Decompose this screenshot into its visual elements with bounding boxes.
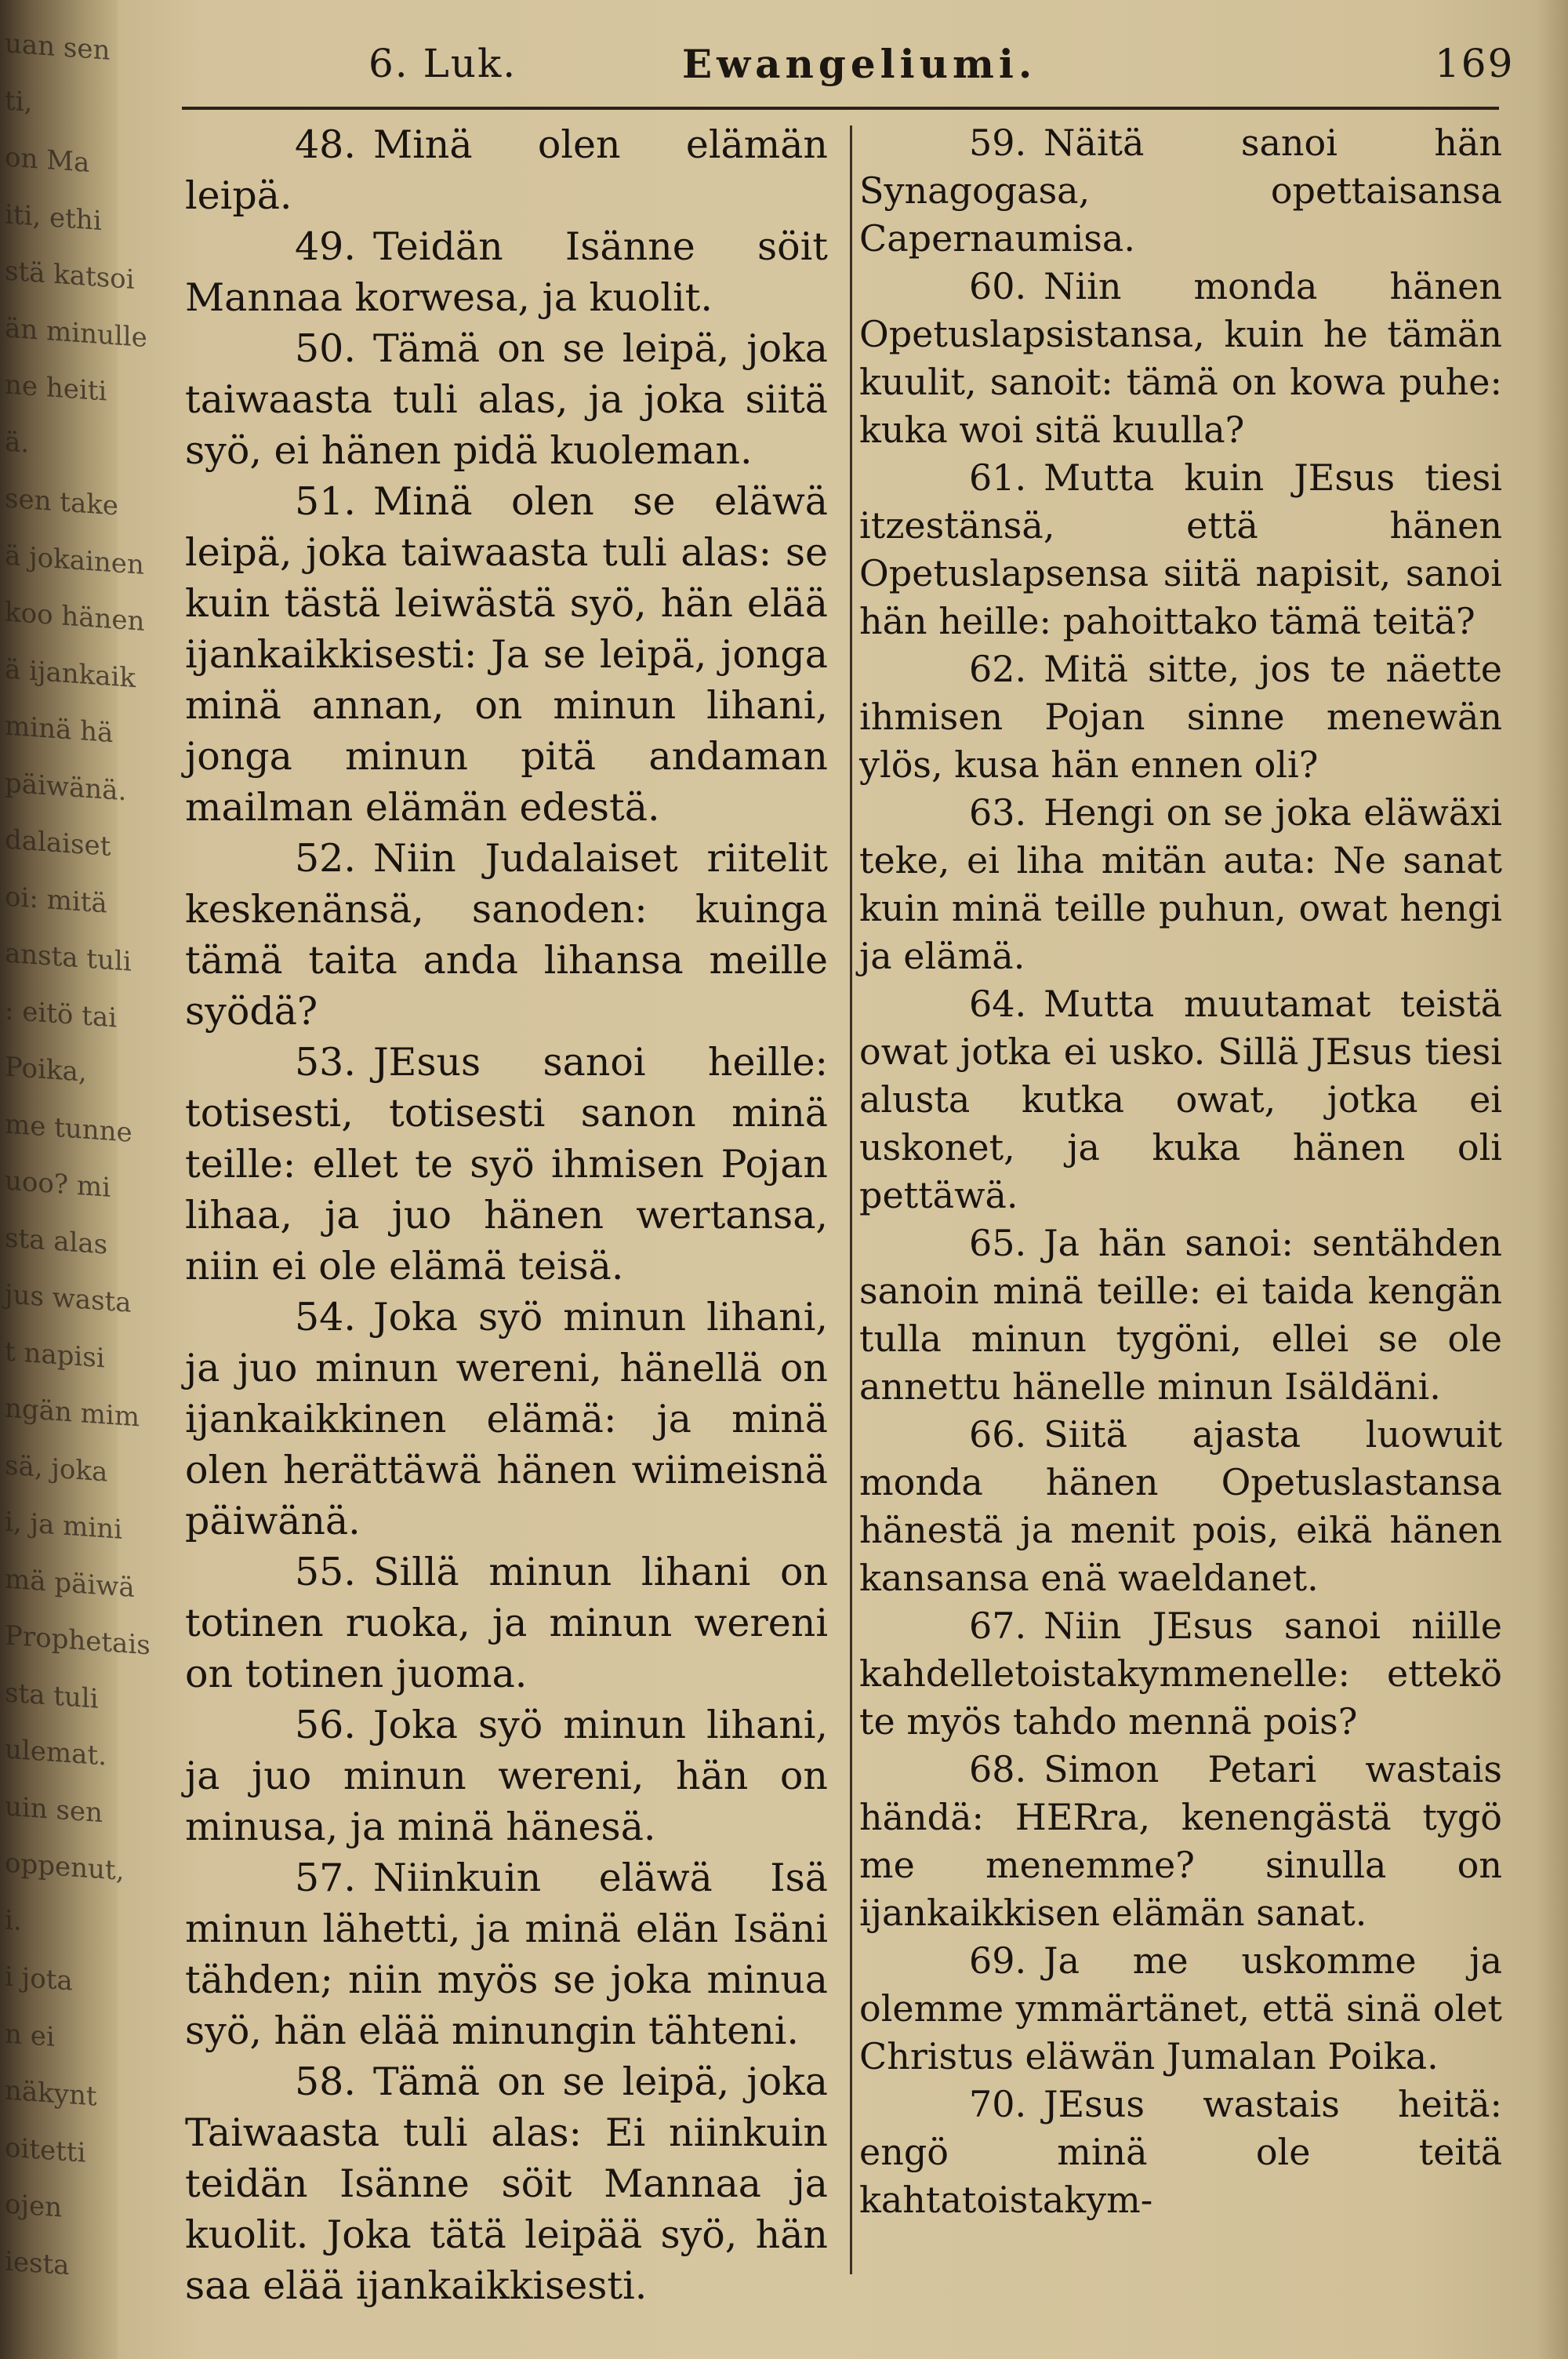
page-header — [180, 41, 1515, 104]
verse-number: 53. — [295, 1040, 356, 1085]
verse — [185, 1037, 828, 1292]
verse — [185, 833, 828, 1037]
verse-text: Siitä ajasta luowuit monda hänen Opetuslastansa hänestä ja menit pois, eikä hänen kansansa enä waeldanet. — [859, 1413, 1502, 1599]
verse-text: Niin JEsus sanoi niille kahdelletoistakymmenelle: ettekö te myös tahdo mennä pois? — [859, 1605, 1502, 1743]
facing-page-fragment: ä ijankaik — [5, 652, 136, 694]
verse-text: Ja hän sanoi: sentähden sanoin minä teille: ei taida kengän tulla minun tygöni, ellei se ole annettu hänelle minun Isäldäni. — [859, 1222, 1502, 1408]
verse-text: Joka syö minun lihani, ja juo minun wereni, hän on minusa, ja minä hänesä. — [185, 1703, 828, 1849]
verse-text: Näitä sanoi hän Synagogasa, opettaisansa Capernaumisa. — [859, 122, 1502, 260]
verse-text: Mutta kuin JEsus tiesi itzestänsä, että hänen Opetuslapsensa siitä napisit, sanoi hän heille: pahoittako tämä teitä? — [859, 456, 1502, 642]
verse-text: Tämä on se leipä, joka Taiwaasta tuli alas: Ei niinkuin teidän Isänne söit Mannaa ja kuolit. Joka tätä leipää syö, hän saa elää ijankaikkisesti. — [185, 2059, 828, 2308]
verse — [185, 1699, 828, 1852]
verse-number: 64. — [969, 983, 1027, 1025]
verse — [859, 454, 1502, 645]
verse — [185, 1852, 828, 2056]
verse — [859, 1219, 1502, 1411]
facing-page-fragment: n ei — [5, 2017, 55, 2053]
right-column — [859, 119, 1502, 2224]
verse — [859, 1411, 1502, 1602]
verse-number: 67. — [969, 1605, 1027, 1647]
verse — [859, 1602, 1502, 1746]
verse — [185, 1292, 828, 1547]
facing-page-fragment: iesta — [5, 2245, 70, 2281]
facing-page-fragment: i, ja mini — [5, 1506, 122, 1546]
verse — [859, 789, 1502, 980]
verse — [859, 119, 1502, 263]
book-title: Ewangeliumi. — [682, 41, 1037, 87]
verse-number: 59. — [969, 122, 1027, 164]
verse-number: 57. — [295, 1856, 356, 1900]
verse — [185, 323, 828, 476]
verse-text: Ja me uskomme ja olemme ymmärtänet, että sinä olet Christus eläwän Jumalan Poika. — [859, 1939, 1502, 2077]
verse-number: 54. — [295, 1295, 356, 1339]
verse — [185, 1547, 828, 1699]
facing-page-fragment: oitetti — [5, 2131, 86, 2169]
facing-page-fragment: ä jokainen — [5, 539, 144, 581]
verse-text: JEsus sanoi heille: totisesti, totisesti sanon minä teille: ellet te syö ihmisen Pojan lihaa, ja juo hänen wertansa, niin ei ole elämä teisä. — [185, 1040, 828, 1289]
facing-page-fragment: koo hänen — [5, 596, 145, 638]
facing-page-fragment: i. — [5, 1903, 22, 1937]
verse-number: 52. — [295, 836, 356, 881]
verse-text: Minä olen elämän leipä. — [185, 122, 828, 218]
verse — [859, 645, 1502, 789]
verse-number: 68. — [969, 1748, 1027, 1790]
verse — [185, 221, 828, 323]
facing-page-fragment: ansta tuli — [5, 937, 132, 978]
verse-number: 62. — [969, 648, 1027, 690]
facing-page-fragment: Poika, — [5, 1051, 87, 1089]
facing-page-fragment: stä katsoi — [5, 255, 135, 296]
verse-text: Minä olen se eläwä leipä, joka taiwaasta tuli alas: se kuin tästä leiwästä syö, hän elää ijankaikkisesti: Ja se leipä, jonga minä annan, on minun lihani, jonga minun pitä andaman mailman elämän edestä. — [185, 479, 828, 830]
facing-page-fragment: ojen — [5, 2188, 63, 2224]
facing-page-fragment: on Ma — [5, 141, 90, 180]
verse-number: 49. — [295, 224, 356, 269]
verse-number: 50. — [295, 326, 356, 371]
facing-page-fragment: sta tuli — [5, 1676, 99, 1715]
facing-page-fragment: sä, joka — [5, 1448, 108, 1488]
facing-page-fragment: päiwänä. — [5, 766, 127, 807]
verse — [859, 2081, 1502, 2224]
facing-page-fragment: sta alas — [5, 1221, 108, 1261]
facing-page-fragment: ä. — [5, 425, 30, 460]
facing-page-fragment: t napisi — [5, 1335, 105, 1374]
facing-page-fragment: minä hä — [5, 710, 114, 750]
verse-number: 55. — [295, 1550, 356, 1594]
verse-number: 65. — [969, 1222, 1027, 1264]
verse-text: Mitä sitte, jos te näette ihmisen Pojan sinne menewän ylös, kusa hän ennen oli? — [859, 648, 1502, 786]
facing-page-fragment: sen take — [5, 482, 118, 522]
verse-text: Sillä minun lihani on totinen ruoka, ja minun wereni on totinen juoma. — [185, 1550, 828, 1696]
verse-text: JEsus wastais heitä: engö minä ole teitä kahtatoistakym- — [859, 2083, 1502, 2221]
left-column — [185, 119, 828, 2311]
facing-page-fragment: jus wasta — [5, 1278, 132, 1319]
facing-page-fragment: i jota — [5, 1961, 73, 1997]
facing-page-fragment: dalaiset — [5, 823, 111, 863]
verse-text: Niinkuin eläwä Isä minun lähetti, ja minä elän Isäni tähden; niin myös se joka minua syö, hän elää minungin tähteni. — [185, 1856, 828, 2053]
verse — [859, 1937, 1502, 2081]
facing-page-fragment: uan sen — [5, 27, 111, 67]
facing-page-fragment: iti, ethi — [5, 198, 102, 237]
verse-number: 48. — [295, 122, 356, 167]
verse-text: Mutta muutamat teistä owat jotka ei usko. Sillä JEsus tiesi alusta kutka owat, jotka ei uskonet, ja kuka hänen oli pettäwä. — [859, 983, 1502, 1216]
verse-text: Niin Judalaiset riitelit keskenänsä, sanoden: kuinga tämä taita anda lihansa meille syödä? — [185, 836, 828, 1034]
verse — [859, 263, 1502, 454]
verse-number: 69. — [969, 1939, 1027, 1982]
facing-page-fragment: ngän mim — [5, 1392, 140, 1434]
verse-number: 51. — [295, 479, 356, 524]
verse-text: Simon Petari wastais händä: HERra, kenengästä tygö me menemme? sinulla on ijankaikkisen elämän sanat. — [859, 1748, 1502, 1934]
facing-page-fragment: än minulle — [5, 311, 147, 354]
facing-page-fragment: uoo? mi — [5, 1165, 111, 1204]
verse-number: 66. — [969, 1413, 1027, 1456]
facing-page-fragment: uin sen — [5, 1790, 103, 1829]
facing-page-fragment: oi: mitä — [5, 880, 107, 920]
facing-page-fragment: mä päiwä — [5, 1562, 135, 1604]
facing-page-fragment: näkynt — [5, 2074, 97, 2113]
facing-page-fragment: ne heiti — [5, 369, 107, 408]
facing-page-fragment: Prophetais — [5, 1619, 151, 1662]
header-rule — [182, 107, 1499, 110]
facing-page-fragment: ti, — [5, 84, 33, 118]
verse-text: Tämä on se leipä, joka taiwaasta tuli alas, ja joka siitä syö, ei hänen pidä kuoleman. — [185, 326, 828, 473]
facing-page-fragment: ulemat. — [5, 1733, 107, 1772]
facing-page-fragment: me tunne — [5, 1107, 132, 1149]
verse-number: 58. — [295, 2059, 356, 2104]
column-divider — [850, 125, 852, 2274]
verse-number: 63. — [969, 791, 1027, 834]
verse — [185, 119, 828, 221]
verse-number: 60. — [969, 265, 1027, 307]
verse-text: Teidän Isänne söit Mannaa korwesa, ja kuolit. — [185, 224, 828, 320]
verse-text: Hengi on se joka eläwäxi teke, ei liha mitän auta: Ne sanat kuin minä teille puhun, owat hengi ja elämä. — [859, 791, 1502, 977]
verse — [859, 1746, 1502, 1937]
chapter-reference: 6. Luk. — [368, 41, 517, 86]
verse — [185, 476, 828, 833]
facing-page-fragment: : eitö tai — [5, 994, 118, 1034]
facing-page-fragment: oppenut, — [5, 1847, 125, 1888]
verse — [859, 980, 1502, 1219]
page-number: 169 — [1435, 41, 1515, 86]
facing-page-edge — [0, 0, 151, 2359]
verse-number: 56. — [295, 1703, 356, 1747]
verse-number: 61. — [969, 456, 1027, 499]
verse-text: Niin monda hänen Opetuslapsistansa, kuin he tämän kuulit, sanoit: tämä on kowa puhe: kuka woi sitä kuulla? — [859, 265, 1502, 451]
verse-text: Joka syö minun lihani, ja juo minun wereni, hänellä on ijankaikkinen elämä: ja minä olen herättäwä hänen wiimeisnä päiwänä. — [185, 1295, 828, 1543]
verse-number: 70. — [969, 2083, 1027, 2125]
verse — [185, 2056, 828, 2311]
